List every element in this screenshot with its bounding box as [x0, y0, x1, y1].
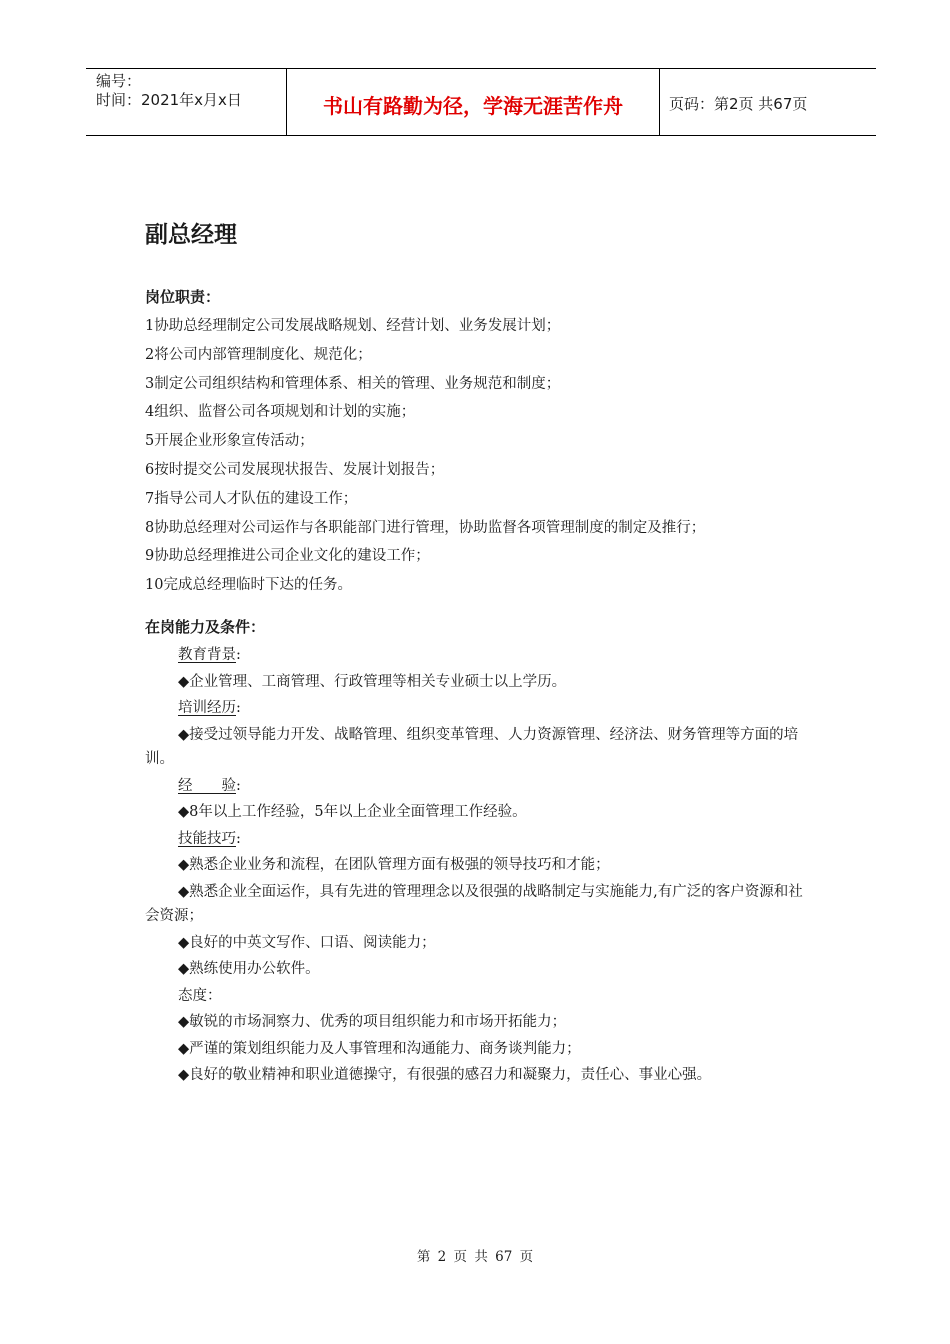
duties-heading: 岗位职责：: [145, 288, 221, 306]
training-heading: [145, 695, 805, 722]
attitude-item: ◆敏锐的市场洞察力、优秀的项目组织能力和市场开拓能力；: [178, 1014, 567, 1030]
list-item: 6按时提交公司发展现状报告、发展计划报告；: [145, 461, 445, 478]
duties-list: [145, 312, 705, 600]
list-item: 2将公司内部管理制度化、规范化；: [145, 346, 372, 363]
list-item: 9协助总经理推进公司企业文化的建设工作；: [145, 548, 430, 565]
attitude-item: ◆良好的敬业精神和职业道德操守，有很强的感召力和凝聚力，责任心、事业心强。: [178, 1067, 712, 1083]
time-label: 时间：2021年x月x日: [96, 91, 242, 109]
skills-label: 技能技巧: [178, 830, 236, 847]
attitude-item: ◆严谨的策划组织能力及人事管理和沟通能力、商务谈判能力；: [178, 1040, 581, 1057]
training-item: ◆接受过领导能力开发、战略管理、组织变革管理、人力资源管理、经济法、财务管理等方面的培训。: [145, 726, 799, 767]
education-heading: [145, 642, 805, 669]
page-title: 副总经理: [145, 222, 237, 248]
list-item: 8协助总经理对公司运作与各职能部门进行管理，协助监督各项管理制度的制定及推行；: [145, 519, 706, 536]
page-footer: 第 2 页 共 67 页: [416, 1249, 534, 1265]
header-page-label: 页码：第2页 共67页: [669, 94, 808, 113]
skills-item: ◆熟悉企业业务和流程，在团队管理方面有极强的领导技巧和才能；: [178, 857, 610, 873]
training-label: 培训经历: [178, 700, 236, 716]
skills-heading: [145, 826, 805, 853]
experience-colon: :: [236, 777, 241, 794]
training-colon: :: [236, 700, 241, 716]
capabilities-section: [145, 642, 805, 1089]
skills-item: ◆熟练使用办公软件。: [178, 961, 320, 977]
skills-item: ◆良好的中英文写作、口语、阅读能力；: [178, 934, 436, 951]
education-colon: :: [236, 647, 241, 663]
list-item: 4组织、监督公司各项规划和计划的实施；: [145, 404, 416, 421]
list-item: 7指导公司人才队伍的建设工作；: [145, 490, 358, 507]
list-item: 10完成总经理临时下达的任务。: [145, 577, 352, 594]
document-header: [86, 68, 876, 136]
experience-item: ◆8年以上工作经验，5年以上企业全面管理工作经验。: [178, 804, 527, 820]
education-item: ◆企业管理、工商管理、行政管理等相关专业硕士以上学历。: [178, 673, 567, 690]
attitude-heading: [145, 983, 805, 1010]
header-motto: 书山有路勤为径，学海无涯苦作舟: [287, 69, 660, 135]
skills-colon: :: [236, 830, 241, 847]
experience-label: 经 验: [178, 777, 236, 794]
capabilities-heading: 在岗能力及条件：: [145, 618, 266, 636]
list-item: 1协助总经理制定公司发展战略规划、经营计划、业务发展计划；: [145, 318, 561, 334]
list-item: 3制定公司组织结构和管理体系、相关的管理、业务规范和制度；: [145, 375, 561, 392]
skills-item: ◆熟悉企业全面运作，具有先进的管理理念以及很强的战略制定与实施能力,有广泛的客户资源和社会资源；: [145, 883, 803, 924]
attitude-label: 态度：: [178, 987, 222, 1004]
education-label: 教育背景: [178, 647, 236, 663]
experience-heading: [145, 773, 805, 800]
list-item: 5开展企业形象宣传活动；: [145, 433, 314, 450]
number-label: 编号：: [96, 72, 142, 90]
header-meta: [86, 69, 287, 135]
